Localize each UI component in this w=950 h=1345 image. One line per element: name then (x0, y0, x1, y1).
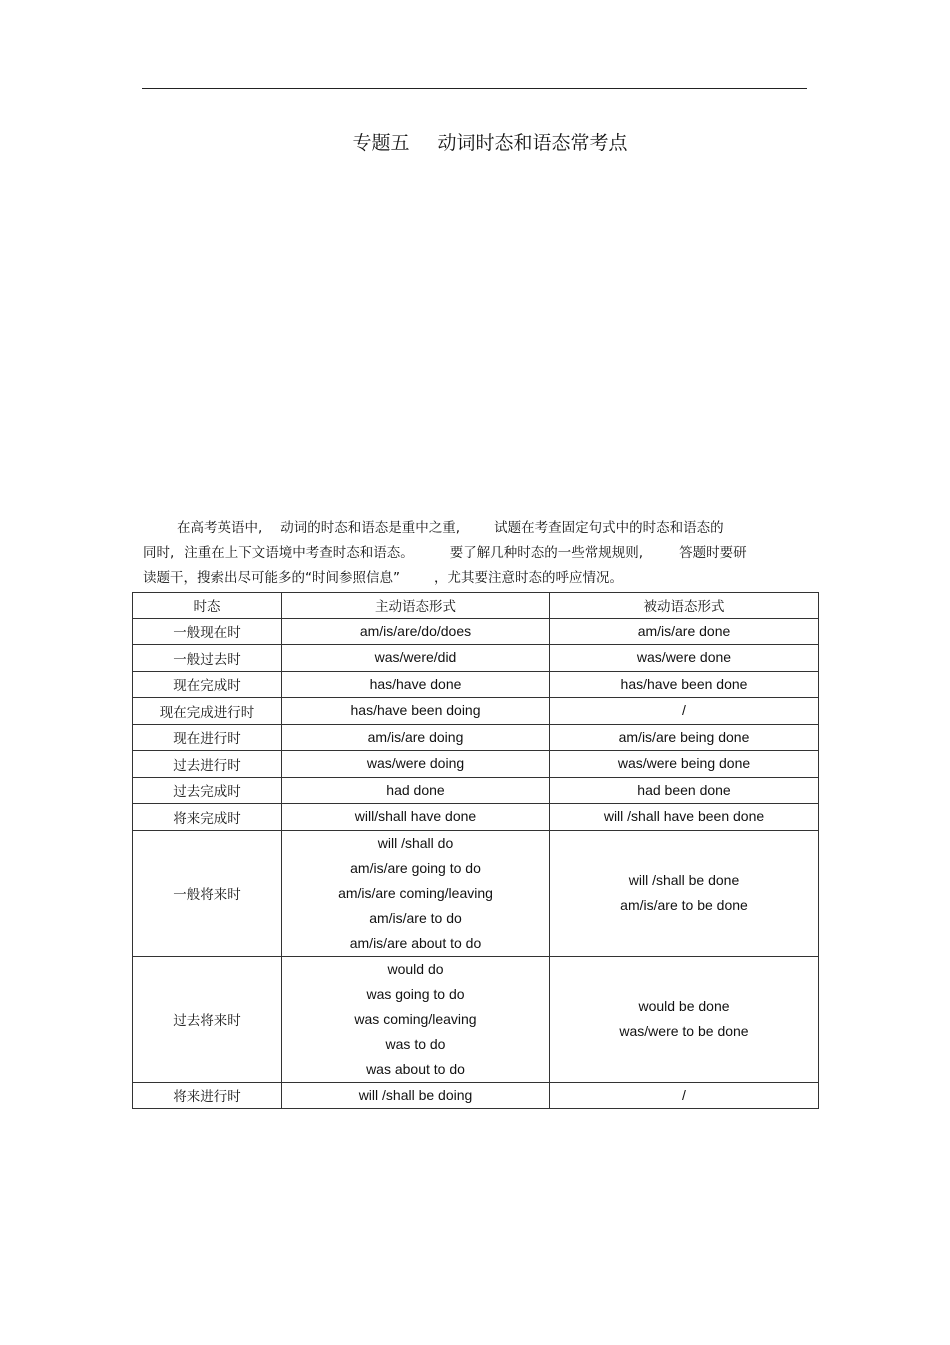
header-tense: 时态 (133, 593, 282, 619)
passive-form: had been done (637, 781, 731, 798)
cell-tense: 过去完成时 (133, 777, 282, 804)
intro-text: 动词的时态和语态是重中之重, (280, 520, 461, 536)
cell-tense: 过去进行时 (133, 751, 282, 778)
cell-active (282, 698, 550, 725)
passive-form: has/have been done (620, 675, 748, 692)
header-active-voice: 主动语态形式 (282, 593, 550, 619)
tense-voice-table (132, 592, 819, 1109)
passive-form: am/is/are done (637, 622, 731, 639)
passive-form: was/were done (636, 649, 732, 666)
active-form: was coming/leaving (354, 1010, 477, 1027)
header-passive-voice: 被动语态形式 (550, 593, 819, 619)
cell-passive (550, 956, 819, 1082)
cell-tense: 现在完成时 (133, 671, 282, 698)
active-form: has/have been doing (350, 702, 481, 719)
table-row (133, 956, 819, 1082)
passive-form: would be done (638, 997, 730, 1014)
cell-active (282, 724, 550, 751)
passive-form: am/is/are being done (618, 728, 750, 745)
passive-form: am/is/are to be done (620, 897, 748, 914)
title-part-1: 专题五 (352, 132, 410, 154)
active-form: am/is/are to do (369, 909, 462, 926)
cell-tense: 一般过去时 (133, 645, 282, 672)
cell-passive (550, 751, 819, 778)
cell-passive (550, 671, 819, 698)
active-form: would do (387, 960, 444, 977)
cell-active (282, 645, 550, 672)
intro-text: 读题干，搜索出尽可能多的“时间参照信息” (143, 570, 400, 586)
passive-form: will /shall be done (628, 871, 740, 888)
table-row (133, 645, 819, 672)
table-row (133, 777, 819, 804)
cell-active (282, 804, 550, 831)
header-rule (142, 88, 807, 89)
passive-form: was/were being done (617, 755, 751, 772)
intro-paragraph (143, 516, 803, 591)
passive-form: was/were to be done (619, 1023, 749, 1040)
table-row (133, 1082, 819, 1109)
cell-passive (550, 618, 819, 645)
cell-passive (550, 698, 819, 725)
cell-active (282, 618, 550, 645)
page-title (0, 128, 950, 155)
table-row (133, 804, 819, 831)
intro-text: 在高考英语中, (177, 520, 263, 536)
cell-active (282, 671, 550, 698)
cell-passive (550, 777, 819, 804)
active-form: am/is/are coming/leaving (338, 884, 493, 901)
cell-active (282, 1082, 550, 1109)
cell-tense: 现在进行时 (133, 724, 282, 751)
cell-passive (550, 1082, 819, 1109)
active-form: was going to do (366, 985, 465, 1002)
intro-text: ，尤其要注意时态的呼应情况。 (434, 570, 623, 586)
active-form: had done (386, 781, 445, 798)
cell-tense: 将来进行时 (133, 1082, 282, 1109)
cell-passive (550, 724, 819, 751)
passive-form: will /shall have been done (603, 808, 765, 825)
cell-tense: 一般现在时 (133, 618, 282, 645)
table-row (133, 618, 819, 645)
active-form: has/have done (369, 675, 462, 692)
active-form: am/is/are doing (367, 728, 464, 745)
active-form: was/were/did (374, 649, 457, 666)
table-row (133, 724, 819, 751)
cell-passive (550, 645, 819, 672)
cell-passive (550, 804, 819, 831)
passive-form: / (682, 702, 686, 719)
cell-active (282, 751, 550, 778)
active-form: was to do (385, 1035, 446, 1052)
title-part-2: 动词时态和语态常考点 (437, 132, 628, 154)
table-row (133, 830, 819, 956)
intro-text: 答题时要研 (679, 545, 747, 561)
active-form: will /shall be doing (358, 1086, 473, 1103)
cell-active (282, 956, 550, 1082)
active-form: am/is/are going to do (350, 859, 481, 876)
passive-form: / (682, 1086, 686, 1103)
table-row (133, 698, 819, 725)
intro-text: 注重在上下文语境中考查时态和语态。 (184, 545, 414, 561)
cell-tense: 过去将来时 (133, 956, 282, 1082)
active-form: was/were doing (366, 755, 465, 772)
table-row (133, 751, 819, 778)
active-form: was about to do (366, 1060, 465, 1077)
cell-active (282, 777, 550, 804)
cell-tense: 一般将来时 (133, 830, 282, 956)
intro-text: 试题在考查固定句式中的时态和语态的 (494, 520, 724, 536)
active-form: am/is/are about to do (349, 934, 482, 951)
active-form: will/shall have done (354, 808, 477, 825)
active-form: am/is/are/do/does (359, 622, 472, 639)
table-header-row (133, 593, 819, 619)
cell-tense: 将来完成时 (133, 804, 282, 831)
cell-active (282, 830, 550, 956)
intro-text: 要了解几种时态的一些常规规则, (449, 545, 644, 561)
active-form: will /shall do (377, 834, 454, 851)
cell-tense: 现在完成进行时 (133, 698, 282, 725)
cell-passive (550, 830, 819, 956)
intro-text: 同时, (143, 545, 175, 561)
table-row (133, 671, 819, 698)
